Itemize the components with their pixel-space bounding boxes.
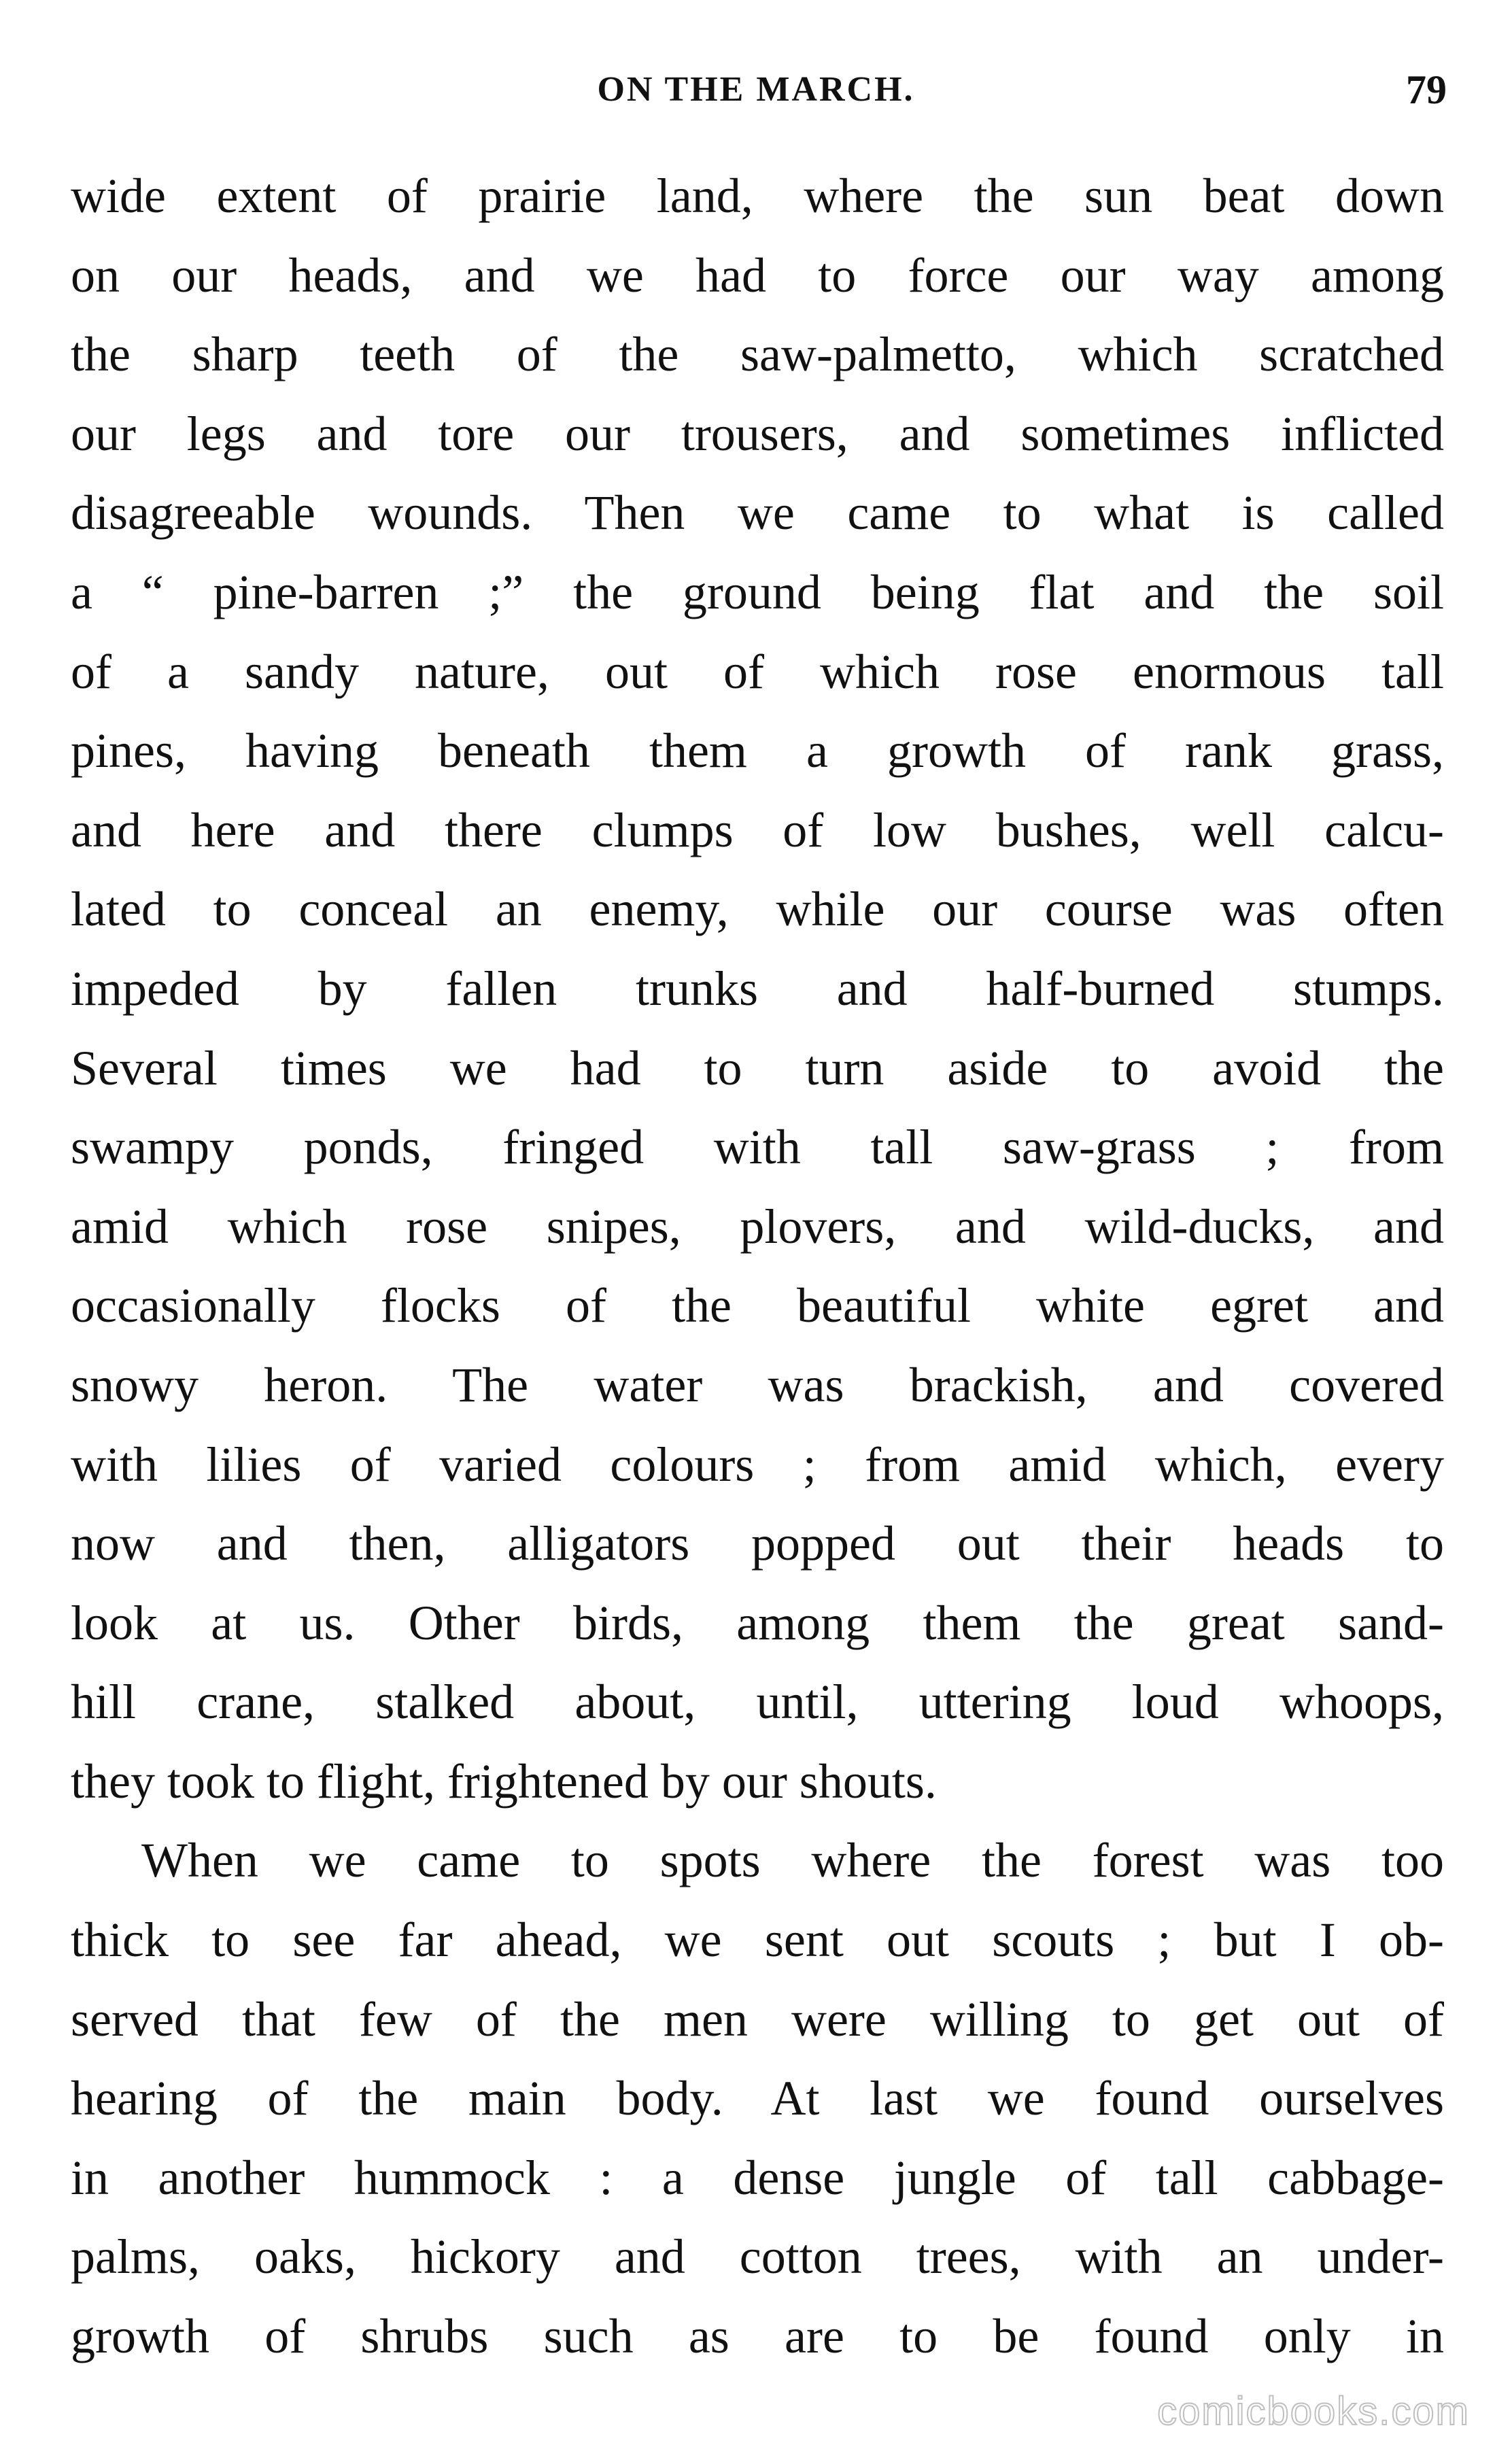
text-line: a “ pine-barren ;” the ground being flat and the soil — [71, 564, 1444, 619]
paragraph-1 — [71, 156, 1444, 1821]
body-text — [71, 156, 1444, 2376]
page-number: 79 — [1406, 67, 1447, 112]
watermark: comicbooks.com — [1157, 2389, 1470, 2433]
text-line: with lilies of varied colours ; from amid which, every — [71, 1437, 1444, 1492]
text-line: look at us. Other birds, among them the great sand- — [71, 1595, 1444, 1650]
running-head — [0, 63, 1512, 117]
text-line: swampy ponds, fringed with tall saw-grass ; from — [71, 1120, 1444, 1175]
text-line: on our heads, and we had to force our way among — [71, 247, 1444, 303]
text-line: Several times we had to turn aside to avoid the — [71, 1040, 1444, 1095]
text-line: of a sandy nature, out of which rose enormous tall — [71, 644, 1444, 699]
text-line: occasionally flocks of the beautiful white egret and — [71, 1278, 1444, 1333]
text-line: our legs and tore our trousers, and sometimes inflicted — [71, 406, 1444, 461]
text-line: snowy heron. The water was brackish, and covered — [71, 1357, 1444, 1412]
text-line: disagreeable wounds. Then we came to what is called — [71, 485, 1444, 541]
text-line: in another hummock : a dense jungle of tall cabbage- — [71, 2150, 1444, 2205]
text-line: palms, oaks, hickory and cotton trees, with an under- — [71, 2229, 1444, 2285]
text-line: lated to conceal an enemy, while our course was often — [71, 882, 1444, 937]
text-line: wide extent of prairie land, where the sun beat down — [71, 169, 1444, 223]
text-line: growth of shrubs such as are to be found only in — [71, 2309, 1444, 2364]
running-title: ON THE MARCH. — [597, 70, 915, 109]
text-line: hill crane, stalked about, until, uttering loud whoops, — [71, 1675, 1444, 1730]
text-line: served that few of the men were willing to get out of — [71, 1991, 1444, 2047]
text-line: pines, having beneath them a growth of rank grass, — [71, 723, 1444, 778]
text-line: impeded by fallen trunks and half-burned stumps. — [71, 961, 1444, 1016]
text-line: hearing of the main body. At last we found ourselves — [71, 2071, 1444, 2126]
paragraph-2 — [71, 1821, 1444, 2376]
text-line: thick to see far ahead, we sent out scouts ; but I ob- — [71, 1913, 1444, 1968]
text-line: amid which rose snipes, plovers, and wild-ducks, and — [71, 1199, 1444, 1254]
text-line: now and then, alligators popped out their heads to — [71, 1516, 1444, 1571]
text-line: When we came to spots where the forest was too — [141, 1833, 1444, 1888]
text-line: and here and there clumps of low bushes, well calcu- — [71, 802, 1444, 857]
text-line: the sharp teeth of the saw-palmetto, which scratched — [71, 327, 1444, 382]
text-line: they took to flight, frightened by our shouts. — [71, 1753, 937, 1809]
